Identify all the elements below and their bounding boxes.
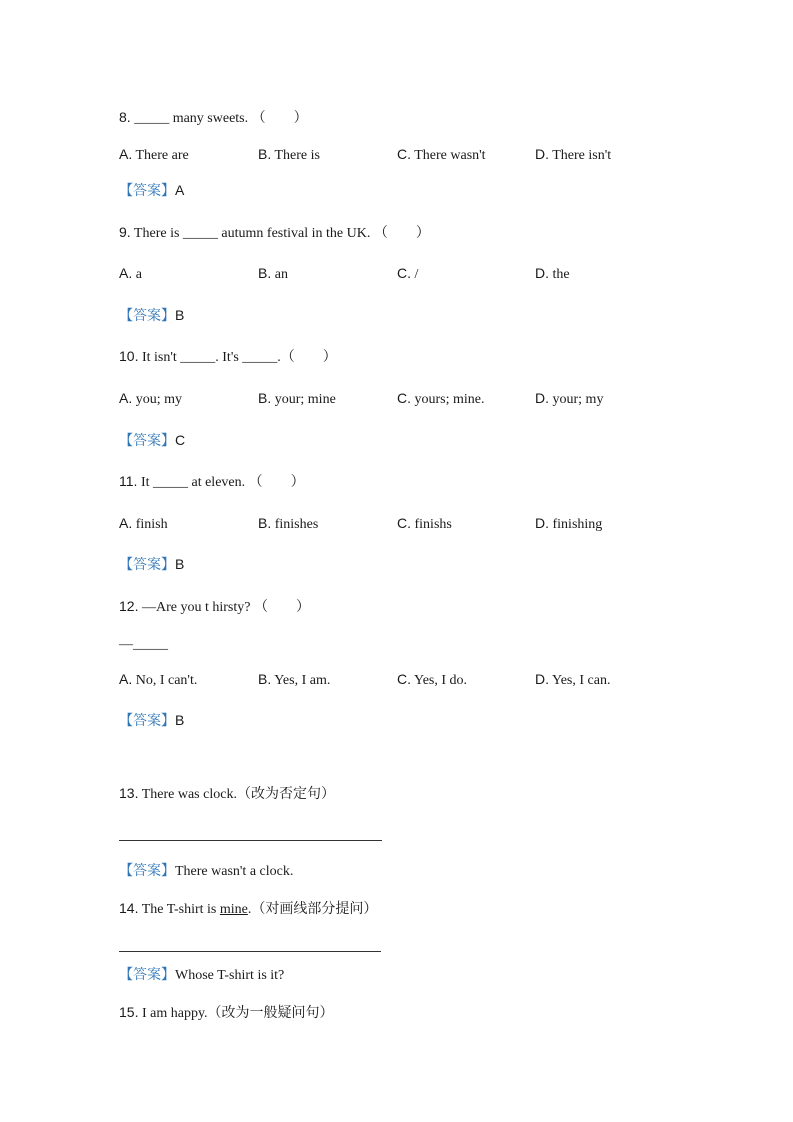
option-d: D. Yes, I can. xyxy=(535,671,611,688)
question-instruction: （对画线部分提问） xyxy=(251,901,378,917)
question-stem: There is _____ autumn festival in the UK. （ ） xyxy=(130,226,430,241)
question-number: 11. xyxy=(119,473,138,489)
option-d: D. the xyxy=(535,265,570,282)
question-11 xyxy=(119,472,305,492)
question-stem: I am happy. xyxy=(138,1006,208,1021)
option-c: C. finishs xyxy=(397,515,452,532)
question-number: 15. xyxy=(119,1004,139,1020)
question-stem: _____ many sweets. （ ） xyxy=(130,111,308,126)
answer-label: 【答案】 xyxy=(119,557,175,573)
question-12 xyxy=(119,597,310,617)
answer-value: A xyxy=(175,182,185,198)
option-c: C. / xyxy=(397,265,419,282)
question-stem: The T-shirt is xyxy=(138,902,220,917)
answer-value: B xyxy=(175,556,185,572)
answer-13 xyxy=(119,862,293,881)
question-number: 14. xyxy=(119,900,139,916)
answer-value: Whose T-shirt is it? xyxy=(175,968,285,983)
answer-14 xyxy=(119,966,284,985)
question-13 xyxy=(119,784,335,804)
option-a: A. finish xyxy=(119,515,168,532)
question-stem: There was clock. xyxy=(138,787,237,802)
option-b: B. finishes xyxy=(258,515,319,532)
option-d: D. There isn't xyxy=(535,146,612,163)
option-a: A. a xyxy=(119,265,142,282)
option-c: C. Yes, I do. xyxy=(397,671,468,688)
question-12-reply: —_____ xyxy=(119,637,168,652)
option-b: B. your; mine xyxy=(258,390,336,407)
answer-value: B xyxy=(175,307,185,323)
answer-blank-line xyxy=(119,840,382,841)
option-c: C. yours; mine. xyxy=(397,390,485,407)
question-10 xyxy=(119,347,337,367)
question-number: 8. xyxy=(119,109,131,125)
question-15 xyxy=(119,1003,334,1023)
option-a: A. you; my xyxy=(119,390,183,407)
answer-value: B xyxy=(175,712,185,728)
question-instruction: （改为一般疑问句） xyxy=(207,1005,334,1021)
question-number: 13. xyxy=(119,785,139,801)
option-a: A. There are xyxy=(119,146,189,163)
question-stem: —Are you t hirsty? （ ） xyxy=(138,600,310,615)
answer-blank-line xyxy=(119,951,381,952)
answer-value: C xyxy=(175,432,186,448)
answer-label: 【答案】 xyxy=(119,713,175,729)
answer-label: 【答案】 xyxy=(119,308,175,324)
question-stem: It _____ at eleven. （ ） xyxy=(137,475,305,490)
question-number: 10. xyxy=(119,348,139,364)
underlined-word: mine xyxy=(219,902,248,917)
question-number: 9. xyxy=(119,224,131,240)
option-d: D. your; my xyxy=(535,390,604,407)
option-b: B. an xyxy=(258,265,288,282)
question-9 xyxy=(119,223,430,243)
answer-label: 【答案】 xyxy=(119,433,175,449)
answer-10 xyxy=(119,431,185,451)
question-14: 14. The T-shirt is mine.（对画线部分提问） xyxy=(119,900,378,917)
option-a: A. No, I can't. xyxy=(119,671,198,688)
question-8 xyxy=(119,108,308,128)
answer-8 xyxy=(119,181,184,201)
answer-label: 【答案】 xyxy=(119,183,175,199)
answer-11 xyxy=(119,555,184,575)
answer-value: There wasn't a clock. xyxy=(175,864,294,879)
question-stem: It isn't _____. It's _____.（ ） xyxy=(138,350,337,365)
answer-label: 【答案】 xyxy=(119,967,175,983)
question-instruction: （改为否定句） xyxy=(236,786,335,802)
answer-12 xyxy=(119,711,184,731)
answer-label: 【答案】 xyxy=(119,863,175,879)
option-b: B. There is xyxy=(258,146,320,163)
answer-9 xyxy=(119,306,184,326)
option-b: B. Yes, I am. xyxy=(258,671,331,688)
option-c: C. There wasn't xyxy=(397,146,486,163)
question-number: 12. xyxy=(119,598,139,614)
option-d: D. finishing xyxy=(535,515,603,532)
